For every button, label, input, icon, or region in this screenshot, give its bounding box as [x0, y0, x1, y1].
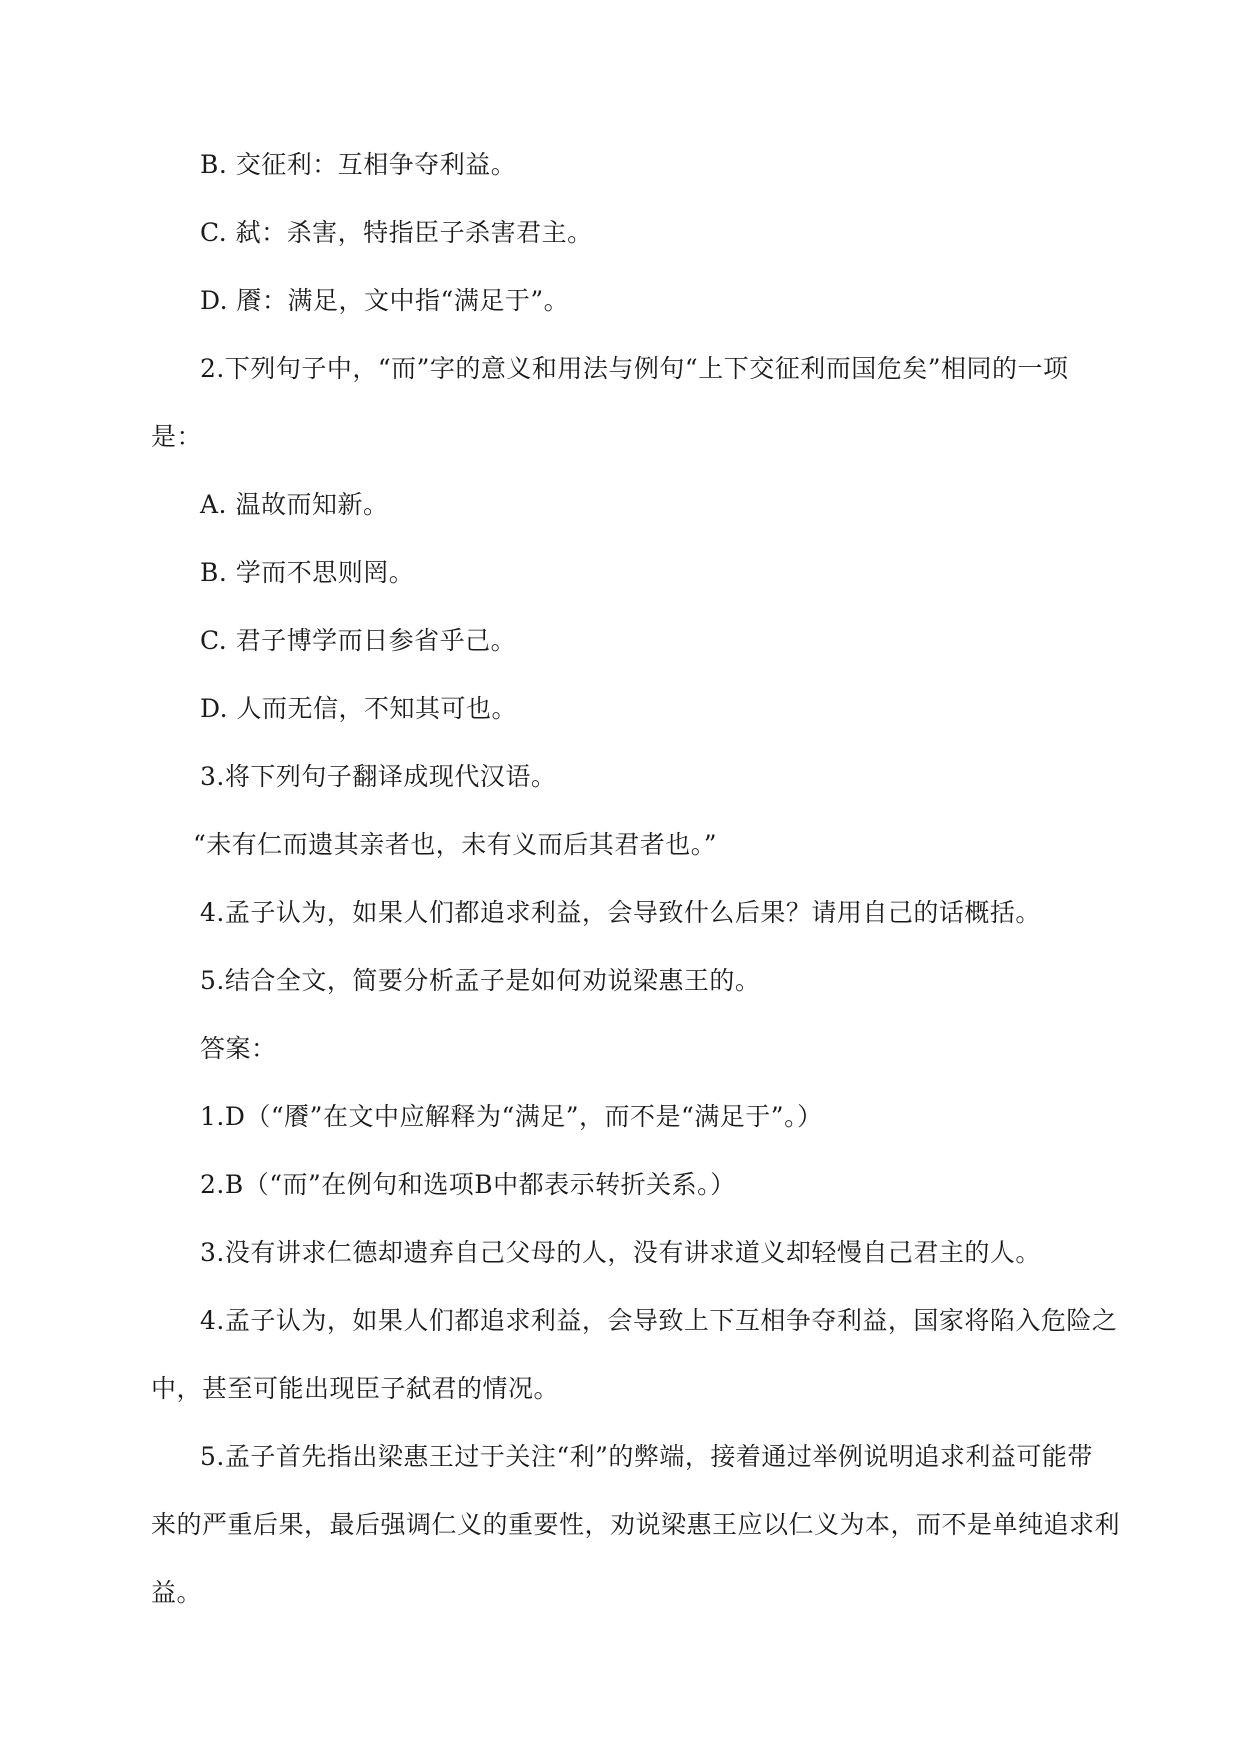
answer-5-line3: 益。 — [151, 1578, 203, 1607]
q4-stem: 4.孟子认为，如果人们都追求利益，会导致什么后果？请用自己的话概括。 — [200, 898, 1041, 927]
q3-quote: “未有仁而遗其亲者也，未有义而后其君者也。” — [193, 830, 718, 859]
q1-option-c: C. 弑：杀害，特指臣子杀害君主。 — [200, 218, 593, 247]
q2-option-c: C. 君子博学而日参省乎己。 — [200, 626, 517, 655]
q2-option-d: D. 人而无信，不知其可也。 — [200, 694, 518, 723]
answer-4-line1: 4.孟子认为，如果人们都追求利益，会导致上下互相争夺利益，国家将陷入危险之 — [200, 1306, 1118, 1335]
q2-option-a: A. 温故而知新。 — [200, 490, 389, 519]
q2-stem-line2: 是： — [151, 422, 203, 451]
q1-option-b: B. 交征利：互相争夺利益。 — [200, 150, 517, 179]
answer-5-line2: 来的严重后果，最后强调仁义的重要性，劝说梁惠王应以仁义为本，而不是单纯追求利 — [151, 1510, 1121, 1539]
q2-option-b: B. 学而不思则罔。 — [200, 558, 415, 587]
answer-2: 2.B（“而”在例句和选项B中都表示转折关系。） — [200, 1170, 736, 1199]
answer-4-line2: 中，甚至可能出现臣子弑君的情况。 — [151, 1374, 560, 1403]
answer-1: 1.D（“餍”在文中应解释为“满足”，而不是“满足于”。） — [200, 1102, 823, 1131]
answer-5-line1: 5.孟子首先指出梁惠王过于关注“利”的弊端，接着通过举例说明追求利益可能带 — [200, 1442, 1093, 1471]
q2-stem-line1: 2.下列句子中，“而”字的意义和用法与例句“上下交征利而国危矣”相同的一项 — [200, 354, 1069, 383]
q1-option-d: D. 餍：满足，文中指“满足于”。 — [200, 286, 570, 315]
q3-stem: 3.将下列句子翻译成现代汉语。 — [200, 762, 557, 791]
answer-3: 3.没有讲求仁德却遗弃自己父母的人，没有讲求道义却轻慢自己君主的人。 — [200, 1238, 1041, 1267]
q5-stem: 5.结合全文，简要分析孟子是如何劝说梁惠王的。 — [200, 966, 761, 995]
answers-heading: 答案： — [200, 1034, 277, 1063]
